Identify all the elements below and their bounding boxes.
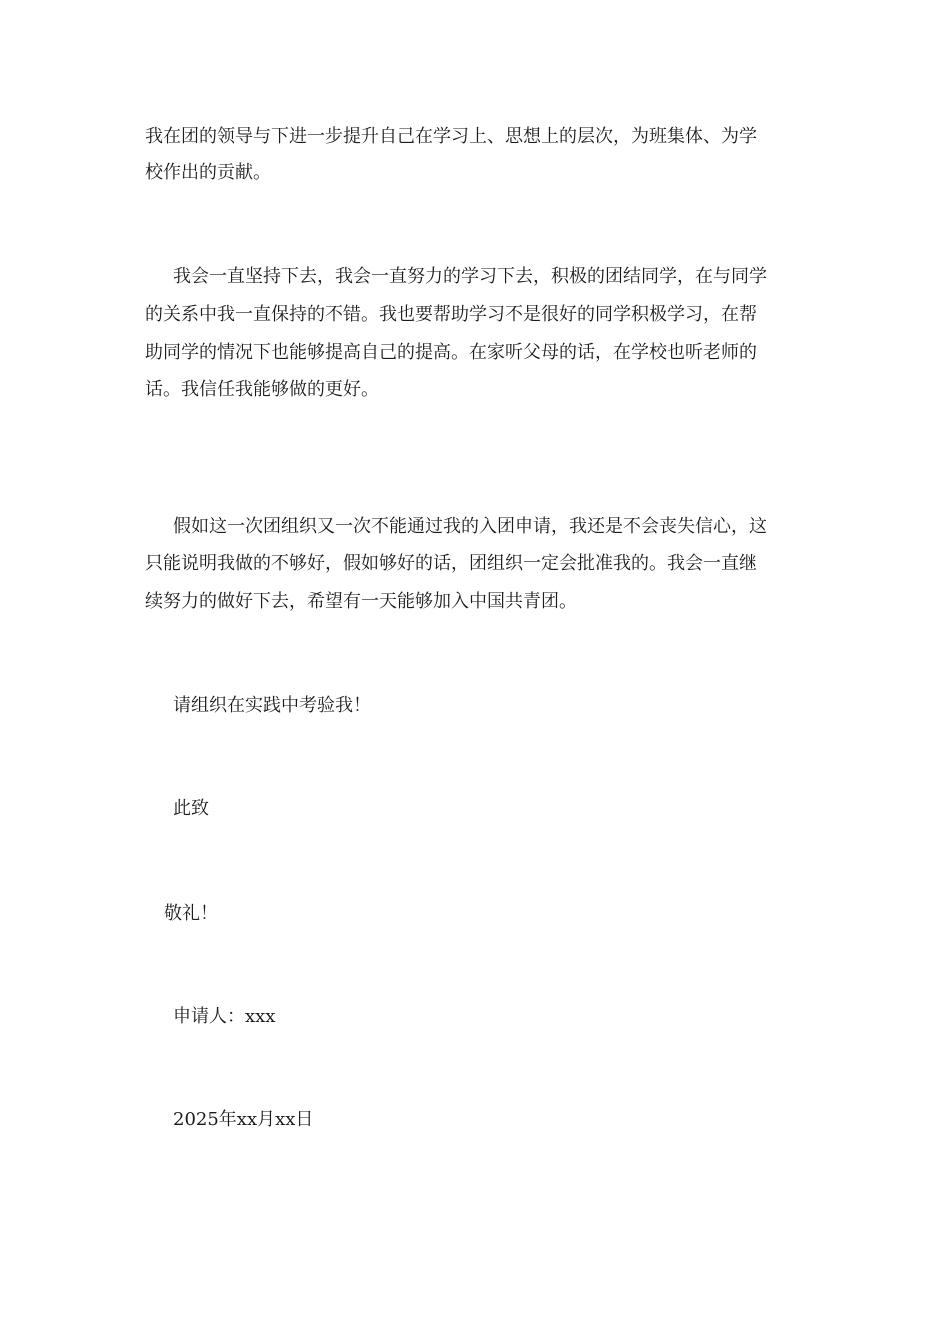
paragraph-3-line-1: 假如这一次团组织又一次不能通过我的入团申请，我还是不会丧失信心，这 <box>173 516 767 537</box>
paragraph-3-line-2: 只能说明我做的不够好，假如够好的话，团组织一定会批准我的。我会一直继 <box>145 553 757 574</box>
salutation-line: 敬礼！ <box>164 903 218 924</box>
paragraph-2-line-4: 话。我信任我能够做的更好。 <box>145 379 379 400</box>
paragraph-2-line-2: 的关系中我一直保持的不错。我也要帮助学习不是很好的同学积极学习，在帮 <box>145 304 757 325</box>
paragraph-1-line-1: 我在团的领导与下进一步提升自己在学习上、思想上的层次，为班集体、为学 <box>145 126 757 147</box>
paragraph-1-line-2: 校作出的贡献。 <box>145 162 271 183</box>
closing-line: 此致 <box>173 798 209 819</box>
date-line: 2025年xx月xx日 <box>173 1109 314 1130</box>
applicant-line: 申请人：xxx <box>173 1006 276 1027</box>
paragraph-2-line-3: 助同学的情况下也能够提高自己的提高。在家听父母的话，在学校也听老师的 <box>145 342 757 363</box>
paragraph-3-line-3: 续努力的做好下去，希望有一天能够加入中国共青团。 <box>145 591 577 612</box>
request-line: 请组织在实践中考验我！ <box>173 695 371 716</box>
paragraph-2-line-1: 我会一直坚持下去，我会一直努力的学习下去，积极的团结同学，在与同学 <box>173 266 767 287</box>
